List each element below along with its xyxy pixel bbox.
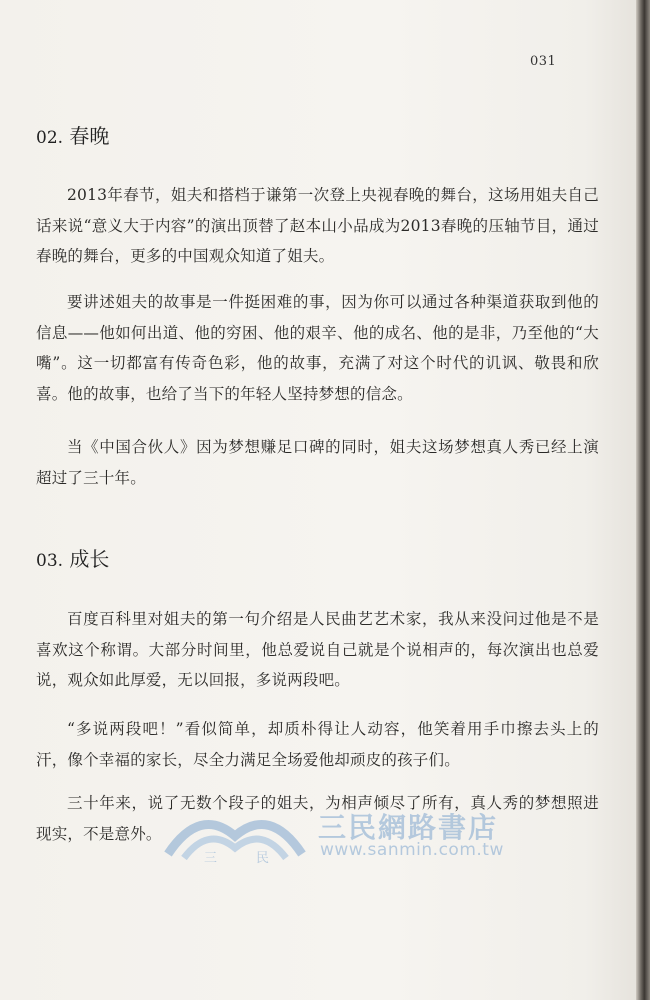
- paragraph: 要讲述姐夫的故事是一件挺困难的事，因为你可以通过各种渠道获取到他的信息——他如何出道、他的穷困、他的艰辛、他的成名、他的是非，乃至他的“大嘴”。这一切都富有传奇色彩，他的故事，充满了对这个时代的讥讽、敬畏和欣喜。他的故事，也给了当下的年轻人坚持梦想的信念。: [36, 293, 599, 403]
- section-number: 03.: [36, 551, 64, 571]
- section-title: 春晚: [69, 124, 110, 148]
- paragraph: “多说两段吧！”看似简单，却质朴得让人动容，他笑着用手巾擦去头上的汗，像个幸福的家长，尽全力满足全场爱他却顽皮的孩子们。: [36, 720, 599, 769]
- sanmin-logo-icon: [160, 802, 310, 864]
- sanmin-watermark: [160, 802, 520, 864]
- section-heading-chengzhang: [36, 543, 109, 572]
- section-number: 02.: [36, 128, 64, 148]
- paragraph: 百度百科里对姐夫的第一句介绍是人民曲艺艺术家，我从来没问过他是不是喜欢这个称谓。大部分时间里，他总爱说自己就是个说相声的，每次演出也总爱说，观众如此厚爱，无以回报，多说两段吧。: [36, 610, 599, 689]
- paragraph: 2013年春节，姐夫和搭档于谦第一次登上央视春晚的舞台，这场用姐夫自己话来说“意义大于内容”的演出顶替了赵本山小品成为2013春晚的压轴节目，通过春晚的舞台，更多的中国观众知道了姐夫。: [36, 186, 599, 265]
- paragraph: 三十年来，说了无数个段子的姐夫，为相声倾尽了所有，真人秀的梦想照进现实，不是意外。: [36, 794, 599, 843]
- logo-char: 三: [204, 851, 218, 864]
- watermark-url: www.sanmin.com.tw: [320, 840, 504, 860]
- section-title: 成长: [69, 547, 110, 571]
- paragraph: 当《中国合伙人》因为梦想赚足口碑的同时，姐夫这场梦想真人秀已经上演超过了三十年。: [36, 438, 599, 487]
- section-heading-chunwan: [36, 120, 109, 149]
- logo-char: 民: [256, 851, 270, 864]
- watermark-name: 三民網路書店: [318, 811, 499, 844]
- page-number: 031: [530, 54, 557, 69]
- page-edge: [636, 0, 650, 1000]
